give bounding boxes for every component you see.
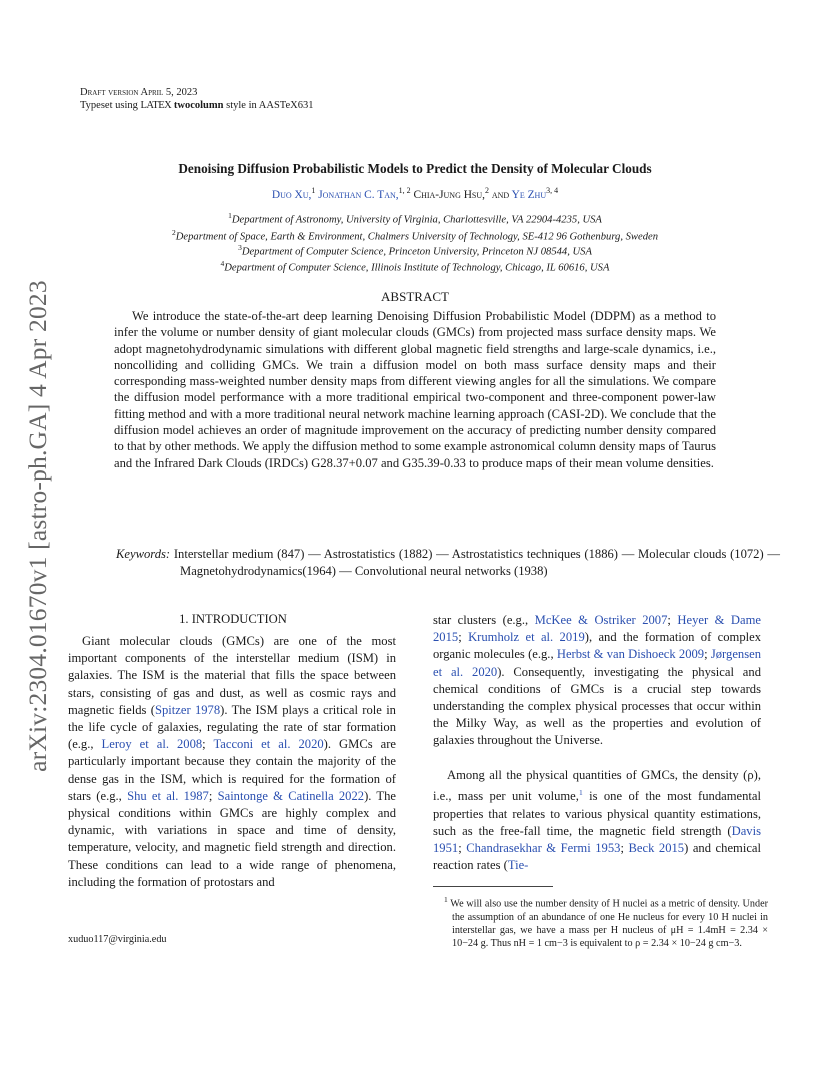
author-affiliation-marker: 3, 4 bbox=[546, 186, 559, 195]
citation-link[interactable]: Tacconi et al. 2020 bbox=[213, 737, 324, 752]
footnote-marker: 1 bbox=[444, 895, 448, 904]
text-run: ). GMCs are particularly important because they contain the majority of the dense gas in the ISM, which is required for the formation of stars (e.g., bbox=[68, 737, 396, 803]
intro-right-column-paragraph-2 bbox=[433, 767, 761, 874]
text-run: We will also use the number density of H nuclei as a metric of density. Under the assumption of an abundance of one He nucleus for every 10 H nuclei in interstellar gas, we have a mass per H nucleus of μH = 1.4mH = 2.34 × 10−24 g. Thus nH = 1 cm−3 is equivalent to ρ = 2.34 × 10−24 g cm−3. bbox=[447, 898, 768, 950]
text-run: Among all the physical quantities of GMCs, the density (ρ), i.e., mass per unit volume, bbox=[433, 768, 761, 804]
keywords-label: Keywords: bbox=[116, 547, 171, 561]
author-name[interactable]: Ye Zhu bbox=[511, 188, 547, 201]
keywords bbox=[116, 546, 780, 580]
text-run: ). The ISM plays a critical role in the life cycle of galaxies, regulating the rate of star formation (e.g., bbox=[68, 702, 396, 752]
text-run: is one of the most fundamental properties that relates to various physical quantity estimations, such as the free-fall time, the magnetic field strength ( bbox=[433, 789, 761, 838]
draft-version-line: Draft version April 5, 2023 bbox=[80, 87, 198, 98]
text-run: Giant molecular clouds (GMCs) are one of the most important components of the interstellar medium (ISM) in galaxies. The ISM is the material that fills the space between stars, consisting of gas and dust, as well as cosmic rays and magnetic fields ( bbox=[68, 634, 396, 717]
corresponding-email[interactable]: xuduo117@virginia.edu bbox=[68, 934, 167, 945]
text-run: ) and chemical reaction rates ( bbox=[433, 841, 762, 873]
author-name[interactable]: Duo Xu, bbox=[271, 188, 312, 201]
text-run: ), and the formation of complex organic molecules (e.g., bbox=[433, 630, 762, 662]
citation-link[interactable]: Tie- bbox=[507, 858, 529, 873]
author-name: Chia-Jung Hsu, bbox=[413, 188, 485, 201]
affiliation-4: $^4$Department of Computer Science, Illinois Institute of Technology, Chicago, IL 60616, USA bbox=[220, 259, 610, 274]
latex-logo: LATEX bbox=[140, 100, 172, 111]
typeset-line bbox=[80, 100, 313, 111]
keywords-list: Interstellar medium (847) — Astrostatistics (1882) — Astrostatistics techniques (1886) — Molecular clouds (1072) — Magnetohydrodynamics(1964) — Convolutional neural networks (1938) bbox=[173, 547, 780, 578]
text-run: ; bbox=[620, 841, 629, 855]
section-heading-introduction: 1. INTRODUCTION bbox=[179, 612, 287, 626]
footnote-divider bbox=[433, 886, 553, 887]
text-run: ; bbox=[202, 737, 214, 752]
citation-link[interactable]: Davis 1951 bbox=[433, 823, 761, 855]
abstract-body: We introduce the state-of-the-art deep learning Denoising Diffusion Probabilistic Model (DDPM) as a method to infer the volume or number density of giant molecular clouds (GMCs) from projected mass surface density maps. We adopt magnetohydrodynamic simulations with different global magnetic field strengths and large-scale dynamics, i.e., noncolliding and colliding GMCs. We train a diffusion model on both mass surface density maps and their corresponding mass-weighted number density maps from different viewing angles for all the simulations. We compare the diffusion model performance with a more traditional empirical two-component and three-component power-law fitting method and with a more traditional neural network machine learning approach (CASI-2D). We conclude that the diffusion model achieves an order of magnitude improvement on the accuracy of predicting number density compared to that by other methods. We apply the diffusion method to some example astronomical column density maps of Taurus and the Infrared Dark Clouds (IRDCs) G28.37+0.07 and G35.39-0.33 to produce maps of their mean volume densities. bbox=[114, 309, 716, 470]
citation-link[interactable]: Chandrasekhar & Fermi 1953 bbox=[466, 841, 621, 855]
text-run: ; bbox=[704, 647, 711, 662]
citation-link[interactable]: Herbst & van Dishoeck 2009 bbox=[556, 647, 705, 662]
affiliation-2: $^2$Department of Space, Earth & Environment, Chalmers University of Technology, SE-412 96 Gothenburg, Sweden bbox=[172, 228, 658, 243]
text-run: ). The physical conditions within GMCs are highly complex and dynamic, with variations in space and time of density, temperature, velocity, and magnetic field strength and direction. These conditions can lead to a wide range of phenomena, including the formation of protostars and bbox=[68, 788, 396, 889]
citation-link[interactable]: Heyer & Dame 2015 bbox=[433, 613, 761, 645]
citation-link[interactable]: McKee & Ostriker 2007 bbox=[534, 613, 668, 627]
author-list bbox=[80, 186, 750, 201]
text-run: ; bbox=[667, 613, 678, 627]
footnote-1 bbox=[446, 893, 768, 951]
arxiv-identifier-text: arXiv:2304.01670v1 [astro-ph.GA] 4 Apr 2023 bbox=[23, 280, 52, 772]
affiliation-3: $^3$Department of Computer Science, Princeton University, Princeton NJ 08544, USA bbox=[238, 243, 592, 258]
footnote-marker[interactable]: 1 bbox=[578, 788, 583, 798]
author-affiliation-marker: 1 bbox=[311, 186, 316, 195]
text-run: ; bbox=[458, 841, 467, 855]
paper-title: Denoising Diffusion Probabilistic Models to Predict the Density of Molecular Clouds bbox=[178, 161, 652, 176]
citation-link[interactable]: Jørgensen et al. 2020 bbox=[433, 647, 761, 679]
text-run: ). Consequently, investigating the physical and chemical conditions of GMCs is a crucial step towards understanding the complex physical processes that occur within the Milky Way, as well as the properties and evolution of galaxies throughout the Universe. bbox=[433, 664, 761, 748]
typeset-suffix: style in AASTeX631 bbox=[223, 100, 314, 111]
typeset-prefix: Typeset using bbox=[80, 100, 141, 111]
abstract-heading: ABSTRACT bbox=[381, 289, 449, 304]
citation-link[interactable]: Spitzer 1978 bbox=[154, 702, 221, 717]
citation-link[interactable]: Shu et al. 1987 bbox=[127, 788, 209, 803]
citation-link[interactable]: Beck 2015 bbox=[628, 841, 685, 855]
intro-right-column-paragraph-1 bbox=[433, 612, 761, 750]
author-affiliation-marker: 1, 2 bbox=[398, 186, 411, 195]
arxiv-identifier-stamp bbox=[18, 266, 58, 786]
text-run: ; bbox=[458, 630, 469, 645]
text-run: star clusters (e.g., bbox=[433, 613, 535, 627]
citation-link[interactable]: Saintonge & Catinella 2022 bbox=[217, 788, 365, 803]
citation-link[interactable]: Krumholz et al. 2019 bbox=[468, 630, 585, 645]
author-affiliation-marker: 2 bbox=[485, 186, 489, 195]
intro-left-column bbox=[68, 633, 396, 891]
affiliation-1: $^1$Department of Astronomy, University of Virginia, Charlottesville, VA 22904-4235, USA bbox=[228, 211, 602, 226]
typeset-style: twocolumn bbox=[173, 100, 224, 111]
author-name[interactable]: Jonathan C. Tan, bbox=[318, 188, 399, 201]
author-conjunction: and bbox=[491, 188, 510, 201]
citation-link[interactable]: Leroy et al. 2008 bbox=[101, 737, 203, 752]
text-run: ; bbox=[208, 788, 218, 803]
